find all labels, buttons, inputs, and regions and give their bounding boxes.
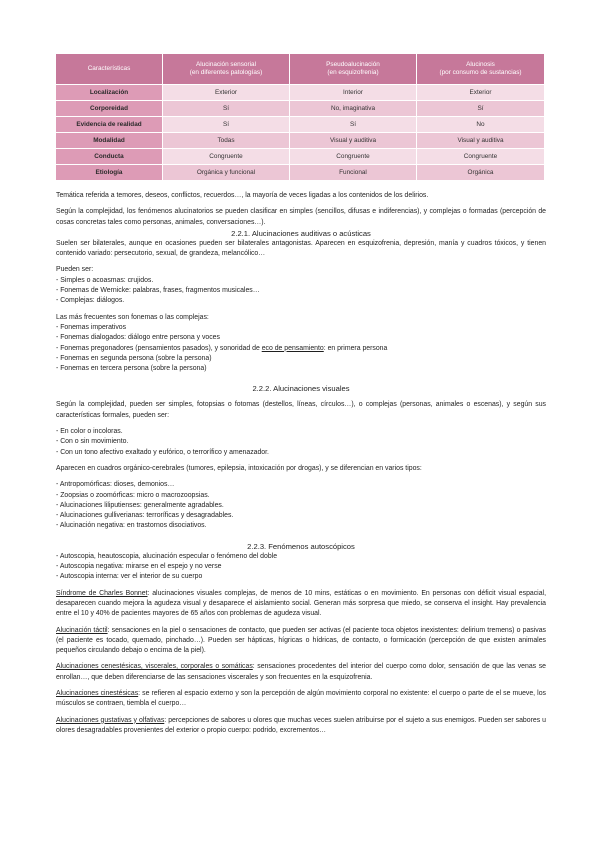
table-header-row	[56, 54, 544, 84]
row-label: Conducta	[56, 148, 163, 164]
row-label: Localización	[56, 84, 163, 100]
table-header-cell: Alucinación sensorial (en diferentes patologías)	[163, 54, 290, 84]
table-header-cell: Alucinosis (por consumo de sustancias)	[417, 54, 544, 84]
table-cell: Congruente	[163, 148, 290, 164]
section-heading-autoscopicos: 2.2.3. Fenómenos autoscópicos	[247, 541, 355, 551]
list-item: - Fonemas en tercera persona (sobre la persona)	[56, 365, 207, 373]
table-row	[56, 116, 544, 132]
paragraph: Las más frecuentes son fonemas o las complejas:	[56, 313, 209, 321]
list-item: - En color o incoloras.	[56, 428, 123, 436]
table-header-cell: Pseudoalucinación (en esquizofrenia)	[290, 54, 417, 84]
table-cell: Congruente	[290, 148, 417, 164]
row-label: Corporeidad	[56, 100, 163, 116]
term-title: Alucinación táctil	[56, 626, 108, 634]
table-cell: Funcional	[290, 164, 417, 180]
list-item: - Fonemas imperativos	[56, 323, 127, 331]
term-text: : alucinaciones visuales complejas, de menos de 10 mins, estáticas o en movimiento. En personas con déficit visual espacial, desaparecen cuando mejora la agudeza visual y desaparece el aislamiento social. Generan más sorpresa que miedo, se conserva el insight. Hay prevalencia entre el 10 y 40% de pacientes mayores de 65 años con problemas de agudeza visual.	[56, 589, 546, 618]
term-text: : sensaciones procedentes del interior del cuerpo como dolor, sensación de que las venas se enrollan…, que deben diferenciarse de las sensaciones viscerales y son frecuentes en la esquizofrenia.	[56, 663, 546, 681]
list-item: - Autoscopia, heautoscopia, alucinación especular o fenómeno del doble	[56, 552, 278, 560]
list-item: - Antropomórficas: dioses, demonios…	[56, 481, 175, 489]
intro-paragraph: Según la complejidad, los fenómenos alucinatorios se pueden clasificar en simples (sencillos, difusas e indiferencias), y complejas o formadas (percepción de cosas concretas tales como personas, animales, conversaciones…).	[56, 208, 546, 226]
table-cell: Sí	[163, 100, 290, 116]
paragraph: Según la complejidad, pueden ser simples, fotopsias o fotomas (destellos, líneas, círculos…), o complejas (personas, animales o escenas), y según sus características formales, pueden ser:	[56, 401, 546, 419]
paragraph-tactil	[56, 626, 546, 657]
row-label: Modalidad	[56, 132, 163, 148]
section-heading-auditivas: 2.2.1. Alucinaciones auditivas o acústicas	[231, 228, 371, 238]
intro-paragraph: Temática referida a temores, deseos, conflictos, recuerdos…, la mayoría de veces ligadas a los contenidos de los delirios.	[56, 192, 429, 199]
list-item: - Alucinaciones gulliverianas: terroríficas y desagradables.	[56, 512, 234, 520]
section-heading-visuales: 2.2.2. Alucinaciones visuales	[252, 384, 350, 394]
paragraph: Pueden ser:	[56, 266, 94, 274]
table-row	[56, 132, 544, 148]
table-cell: Sí	[417, 100, 544, 116]
term-title: Alucinaciones gustativas y olfativas	[56, 716, 165, 724]
term-title: Alucinaciones cenestésicas, viscerales, corporales o somáticas	[56, 663, 253, 671]
list-item: - Alucinaciones liliputienses: generalmente agradables.	[56, 501, 224, 509]
table-cell: No, imaginativa	[290, 100, 417, 116]
table-cell: Orgánica y funcional	[163, 164, 290, 180]
table-cell: Todas	[163, 132, 290, 148]
term-title: Alucinaciones cinestésicas	[56, 689, 139, 697]
table-cell: Sí	[163, 116, 290, 132]
document-body	[56, 191, 546, 736]
paragraph-gustativas	[56, 716, 546, 737]
term-text: : se refieren al espacio externo y son la percepción de algún movimiento corporal no existente: el cuerpo o parte de el se mueve, los músculos se contraen, tiembla el cuerpo…	[56, 689, 546, 708]
table-cell: Sí	[290, 116, 417, 132]
list-item: - Con o sin movimiento.	[56, 438, 129, 446]
table-cell: Exterior	[163, 84, 290, 100]
list-item: - Zoopsias o zoomórficas: micro o macrozoopsias.	[56, 491, 210, 499]
table-cell: Exterior	[417, 84, 544, 100]
paragraph-cinestesicas	[56, 689, 546, 710]
table-cell: No	[417, 116, 544, 132]
list-item: - Fonemas en segunda persona (sobre la persona)	[56, 354, 212, 362]
table-row	[56, 84, 544, 100]
row-label: Evidencia de realidad	[56, 116, 163, 132]
list-item: - Fonemas de Wernicke: palabras, frases, fragmentos musicales…	[56, 287, 260, 295]
list-item	[56, 344, 546, 354]
table-row	[56, 164, 544, 180]
table-header-cell: Características	[56, 54, 163, 84]
paragraph: Aparecen en cuadros orgánico-cerebrales (tumores, epilepsia, intoxicación por drogas), y se diferencian en varios tipos:	[56, 464, 422, 472]
list-item: - Alucinación negativa: en trastornos disociativos.	[56, 522, 207, 530]
term-text: : percepciones de sabores u olores que muchas veces suelen atribuirse por el sujeto a sus enemigos. Pueden ser sabores u olores desagradables provenientes del exterior o propio cuerpo: podrido, excrementos…	[56, 716, 546, 734]
table-row	[56, 148, 544, 164]
underlined-term: eco de pensamiento	[261, 344, 324, 352]
table-cell: Orgánica	[417, 164, 544, 180]
term-title: Síndrome de Charles Bonnet	[56, 589, 148, 597]
list-item: - Con un tono afectivo exaltado y eufórico, o terrorífico y amenazador.	[56, 448, 269, 456]
list-item-text: : en primera persona	[323, 344, 388, 352]
list-item: - Fonemas dialogados: diálogo entre persona y voces	[56, 334, 220, 342]
list-item-text: - Fonemas pregonadores (pensamientos pasados), y sonoridad de	[56, 344, 262, 352]
term-text: : sensaciones en la piel o sensaciones de contacto, que pueden ser activas (el paciente toca objetos inexistentes: delirium tremens) o pasivas (el paciente es tocado, quemado, pinchado…). Pueden ser hápticas, hígricas o hídricas, de contacto, o formicación (percepción de que existen animales pequeños circulando debajo o encima de la piel).	[56, 626, 546, 655]
list-item: - Autoscopia negativa: mirarse en el espejo y no verse	[56, 563, 222, 571]
table-cell: Visual y auditiva	[417, 132, 544, 148]
paragraph-bonnet	[56, 589, 546, 620]
list-item: - Simples o acoasmas: crujidos.	[56, 276, 154, 284]
paragraph: Suelen ser bilaterales, aunque en ocasiones pueden ser bilaterales antagonistas. Aparecen en esquizofrenia, depresión, manía y cuadros tóxicos, y tienen contenido variado: persecutorio, sexual, de grandeza, melancólico…	[56, 239, 546, 258]
table-cell: Congruente	[417, 148, 544, 164]
table-cell: Interior	[290, 84, 417, 100]
paragraph-cenestesicas	[56, 662, 546, 683]
list-item: - Complejas: diálogos.	[56, 297, 125, 305]
table-cell: Visual y auditiva	[290, 132, 417, 148]
list-item: - Autoscopia interna: ver el interior de su cuerpo	[56, 573, 203, 581]
hallucination-comparison-table	[56, 54, 544, 180]
row-label: Etiología	[56, 164, 163, 180]
table-row	[56, 100, 544, 116]
